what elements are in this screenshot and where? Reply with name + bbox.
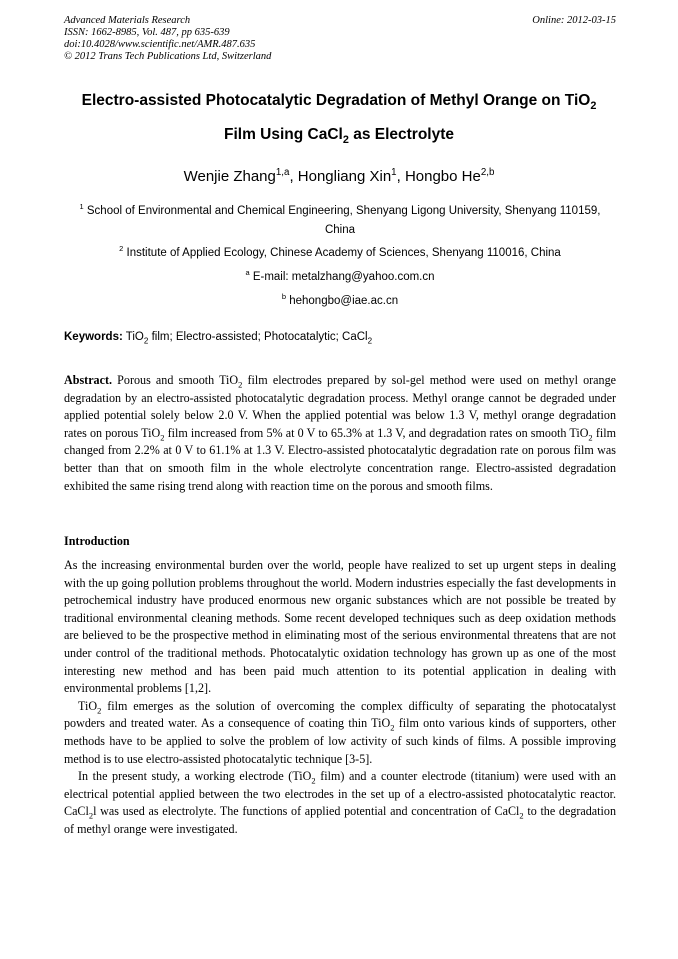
journal-issn: ISSN: 1662-8985, Vol. 487, pp 635-639 (64, 27, 230, 38)
journal-doi: doi:10.4028/www.scientific.net/AMR.487.635 (64, 39, 256, 50)
affiliation-1: $^1$ School of Environmental and Chemical Engineering, Shenyang Ligong University, Shenyang 110159, China (79, 202, 601, 236)
email-a: $^a$ E-mail: metalzhang@yahoo.com.cn (245, 268, 435, 283)
author-list: Wenjie Zhang$^{1,a}$, Hongliang Xin$^1$, Hongbo He$^{2,b}$ (183, 167, 495, 185)
journal-header (64, 15, 616, 63)
section-heading-introduction: Introduction (64, 534, 130, 548)
introduction-paragraph-2: TiO$_2$ film emerges as the solution of overcoming the complex difficulty of separating the photocatalyst powders and treated water. As a consequence of coating thin TiO$_2$ film onto various kinds of supporters, other methods have to be applied to solve the problem of low activity of such kinds of films. A possible improving method is to use electro-assisted photocatalytic technique [3-5]. (64, 698, 616, 766)
online-date: Online: 2012-03-15 (532, 15, 616, 26)
paper-title-line-2: Film Using CaCl$_2$ as Electrolyte (224, 126, 454, 147)
email-b: $^b$ hehongbo@iae.ac.cn (281, 292, 399, 307)
abstract: Abstract. Porous and smooth TiO$_2$ film electrodes prepared by sol-gel method were used on methyl orange degradation by an electro-assisted photocatalytic degradation process. Methyl orange cannot be degraded under applied potential solely below 2.0 V. When the applied potential was below 1.3 V, methyl orange degradation rates on porous TiO$_2$ film increased from 5% at 0 V to 65.3% at 1.3 V, and degradation rates on smooth TiO$_2$ film changed from 2.2% at 0 V to 61.1% at 1.3 V. Electro-assisted photocatalytic degradation rate on porous film was better than that on smooth film in the whole electrolyte concentration range. Electro-assisted degradation exhibited the same rising trend along with reaction time on the porous and smooth films. (64, 373, 617, 493)
introduction-paragraph-3: In the present study, a working electrode (TiO$_2$ film) and a counter electrode (titanium) were used with an electrical potential applied between the two electrodes in the set up of a electro-assisted photocatalytic reactor. CaCl$_2$l was used as electrolyte. The functions of applied potential and concentration of CaCl$_2$ to the degradation of methyl orange were investigated. (64, 769, 617, 836)
journal-copyright: © 2012 Trans Tech Publications Ltd, Switzerland (64, 51, 272, 62)
introduction-body (64, 557, 616, 839)
paper-title-line-1: Electro-assisted Photocatalytic Degradation of Methyl Orange on TiO$_2$ (81, 92, 597, 113)
affiliation-2: $^2$ Institute of Applied Ecology, Chinese Academy of Sciences, Shenyang 110016, China (119, 244, 561, 259)
keywords: Keywords: TiO$_2$ film; Electro-assisted; Photocatalytic; CaCl$_2$ (64, 331, 373, 346)
journal-name: Advanced Materials Research (64, 15, 191, 26)
introduction-paragraph-1: As the increasing environmental burden over the world, people have realized to set up urgent steps in dealing with the up going pollution problems throughout the world. Modern industries especially the fast developments in petrochemical industry have produced enormous new organic substances which are not possible be treated by traditional environmental cleaning methods. Some recent developed techniques such as deep oxidation methods are believed to be the prospective method in eliminating most of the serious environmental threatens that are not under control of the traditional methods. Photocatalytic oxidation technology has grown up as one of the most interesting new method and has been paid much attention to its potential application in dealing with environmental problems [1,2]. (64, 558, 616, 696)
